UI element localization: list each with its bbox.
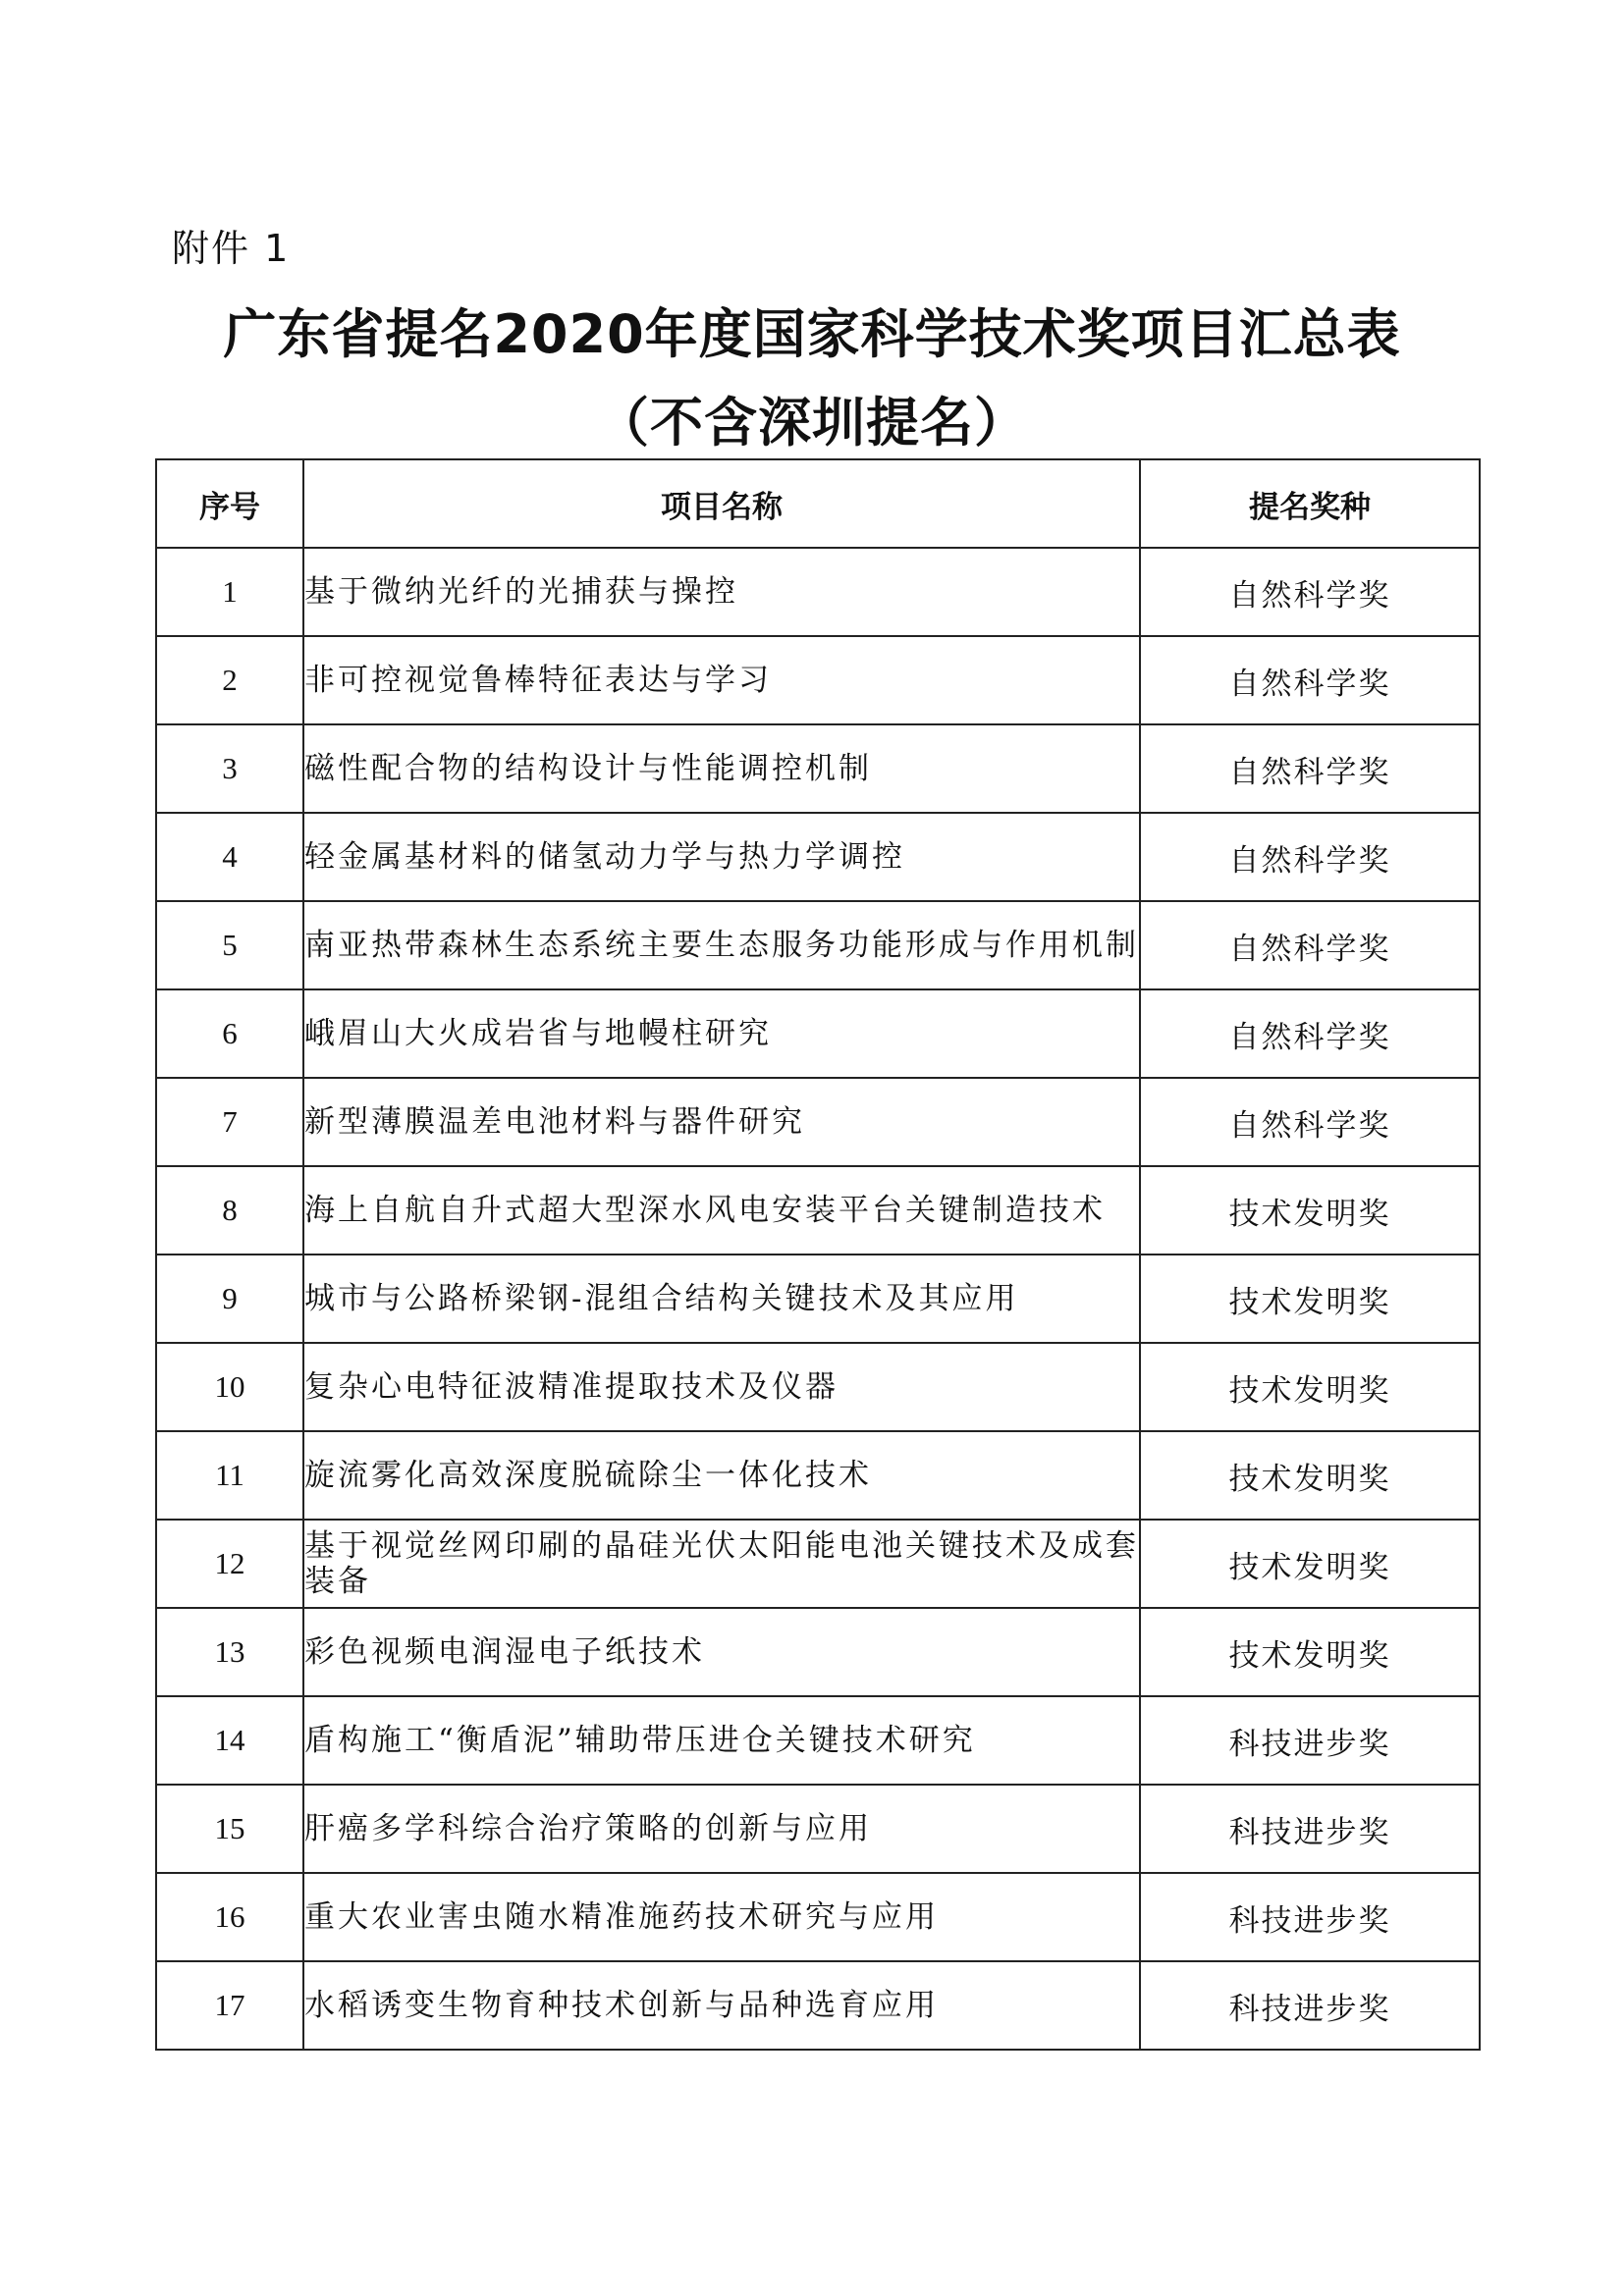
table-row bbox=[156, 901, 1480, 989]
column-header-name: 项目名称 bbox=[303, 459, 1140, 548]
row-award-type: 技术发明奖 bbox=[1140, 1431, 1480, 1520]
document-title: 广东省提名2020年度国家科学技术奖项目汇总表 bbox=[223, 303, 1401, 365]
row-seq: 12 bbox=[156, 1520, 303, 1608]
row-award-type: 自然科学奖 bbox=[1140, 813, 1480, 901]
row-project-name: 基于视觉丝网印刷的晶硅光伏太阳能电池关键技术及成套装备 bbox=[303, 1520, 1140, 1608]
row-seq: 8 bbox=[156, 1166, 303, 1255]
table-row bbox=[156, 1343, 1480, 1431]
table-header-row bbox=[156, 459, 1480, 548]
row-project-name: 磁性配合物的结构设计与性能调控机制 bbox=[303, 724, 1140, 813]
row-seq: 16 bbox=[156, 1873, 303, 1961]
table-row bbox=[156, 1696, 1480, 1785]
row-award-type: 自然科学奖 bbox=[1140, 901, 1480, 989]
row-seq: 5 bbox=[156, 901, 303, 989]
row-award-type: 科技进步奖 bbox=[1140, 1873, 1480, 1961]
row-seq: 15 bbox=[156, 1785, 303, 1873]
table-row bbox=[156, 636, 1480, 724]
row-project-name: 城市与公路桥梁钢-混组合结构关键技术及其应用 bbox=[303, 1255, 1140, 1343]
column-header-award: 提名奖种 bbox=[1140, 459, 1480, 548]
table-row bbox=[156, 989, 1480, 1078]
column-header-seq: 序号 bbox=[156, 459, 303, 548]
row-project-name: 肝癌多学科综合治疗策略的创新与应用 bbox=[303, 1785, 1140, 1873]
row-award-type: 自然科学奖 bbox=[1140, 548, 1480, 636]
row-award-type: 自然科学奖 bbox=[1140, 724, 1480, 813]
row-project-name: 新型薄膜温差电池材料与器件研究 bbox=[303, 1078, 1140, 1166]
row-award-type: 自然科学奖 bbox=[1140, 1078, 1480, 1166]
row-award-type: 自然科学奖 bbox=[1140, 636, 1480, 724]
row-award-type: 技术发明奖 bbox=[1140, 1166, 1480, 1255]
row-award-type: 技术发明奖 bbox=[1140, 1520, 1480, 1608]
row-project-name: 海上自航自升式超大型深水风电安装平台关键制造技术 bbox=[303, 1166, 1140, 1255]
project-summary-table bbox=[155, 458, 1481, 2051]
row-seq: 17 bbox=[156, 1961, 303, 2050]
row-project-name: 旋流雾化高效深度脱硫除尘一体化技术 bbox=[303, 1431, 1140, 1520]
row-project-name: 彩色视频电润湿电子纸技术 bbox=[303, 1608, 1140, 1696]
row-project-name: 基于微纳光纤的光捕获与操控 bbox=[303, 548, 1140, 636]
row-project-name: 峨眉山大火成岩省与地幔柱研究 bbox=[303, 989, 1140, 1078]
table-row bbox=[156, 1520, 1480, 1608]
row-project-name: 盾构施工“衡盾泥”辅助带压进仓关键技术研究 bbox=[303, 1696, 1140, 1785]
row-award-type: 自然科学奖 bbox=[1140, 989, 1480, 1078]
table-body bbox=[156, 548, 1480, 2050]
row-award-type: 技术发明奖 bbox=[1140, 1343, 1480, 1431]
table-row bbox=[156, 548, 1480, 636]
row-seq: 10 bbox=[156, 1343, 303, 1431]
document-subtitle: （不含深圳提名） bbox=[596, 392, 1028, 454]
table-row bbox=[156, 1078, 1480, 1166]
row-award-type: 科技进步奖 bbox=[1140, 1961, 1480, 2050]
row-seq: 3 bbox=[156, 724, 303, 813]
row-project-name: 南亚热带森林生态系统主要生态服务功能形成与作用机制 bbox=[303, 901, 1140, 989]
row-seq: 11 bbox=[156, 1431, 303, 1520]
row-seq: 1 bbox=[156, 548, 303, 636]
row-seq: 4 bbox=[156, 813, 303, 901]
table-row bbox=[156, 1873, 1480, 1961]
row-seq: 7 bbox=[156, 1078, 303, 1166]
table-row bbox=[156, 1255, 1480, 1343]
row-seq: 9 bbox=[156, 1255, 303, 1343]
row-project-name: 非可控视觉鲁棒特征表达与学习 bbox=[303, 636, 1140, 724]
row-seq: 13 bbox=[156, 1608, 303, 1696]
table-row bbox=[156, 1431, 1480, 1520]
row-project-name: 复杂心电特征波精准提取技术及仪器 bbox=[303, 1343, 1140, 1431]
row-award-type: 科技进步奖 bbox=[1140, 1696, 1480, 1785]
table-row bbox=[156, 1785, 1480, 1873]
row-seq: 2 bbox=[156, 636, 303, 724]
row-award-type: 技术发明奖 bbox=[1140, 1608, 1480, 1696]
table-row bbox=[156, 1166, 1480, 1255]
row-project-name: 水稻诱变生物育种技术创新与品种选育应用 bbox=[303, 1961, 1140, 2050]
attachment-label: 附件 1 bbox=[172, 227, 291, 270]
table-row bbox=[156, 1608, 1480, 1696]
row-seq: 14 bbox=[156, 1696, 303, 1785]
table-row bbox=[156, 1961, 1480, 2050]
table-row bbox=[156, 724, 1480, 813]
table-row bbox=[156, 813, 1480, 901]
row-project-name: 轻金属基材料的储氢动力学与热力学调控 bbox=[303, 813, 1140, 901]
row-award-type: 科技进步奖 bbox=[1140, 1785, 1480, 1873]
row-seq: 6 bbox=[156, 989, 303, 1078]
row-project-name: 重大农业害虫随水精准施药技术研究与应用 bbox=[303, 1873, 1140, 1961]
row-award-type: 技术发明奖 bbox=[1140, 1255, 1480, 1343]
